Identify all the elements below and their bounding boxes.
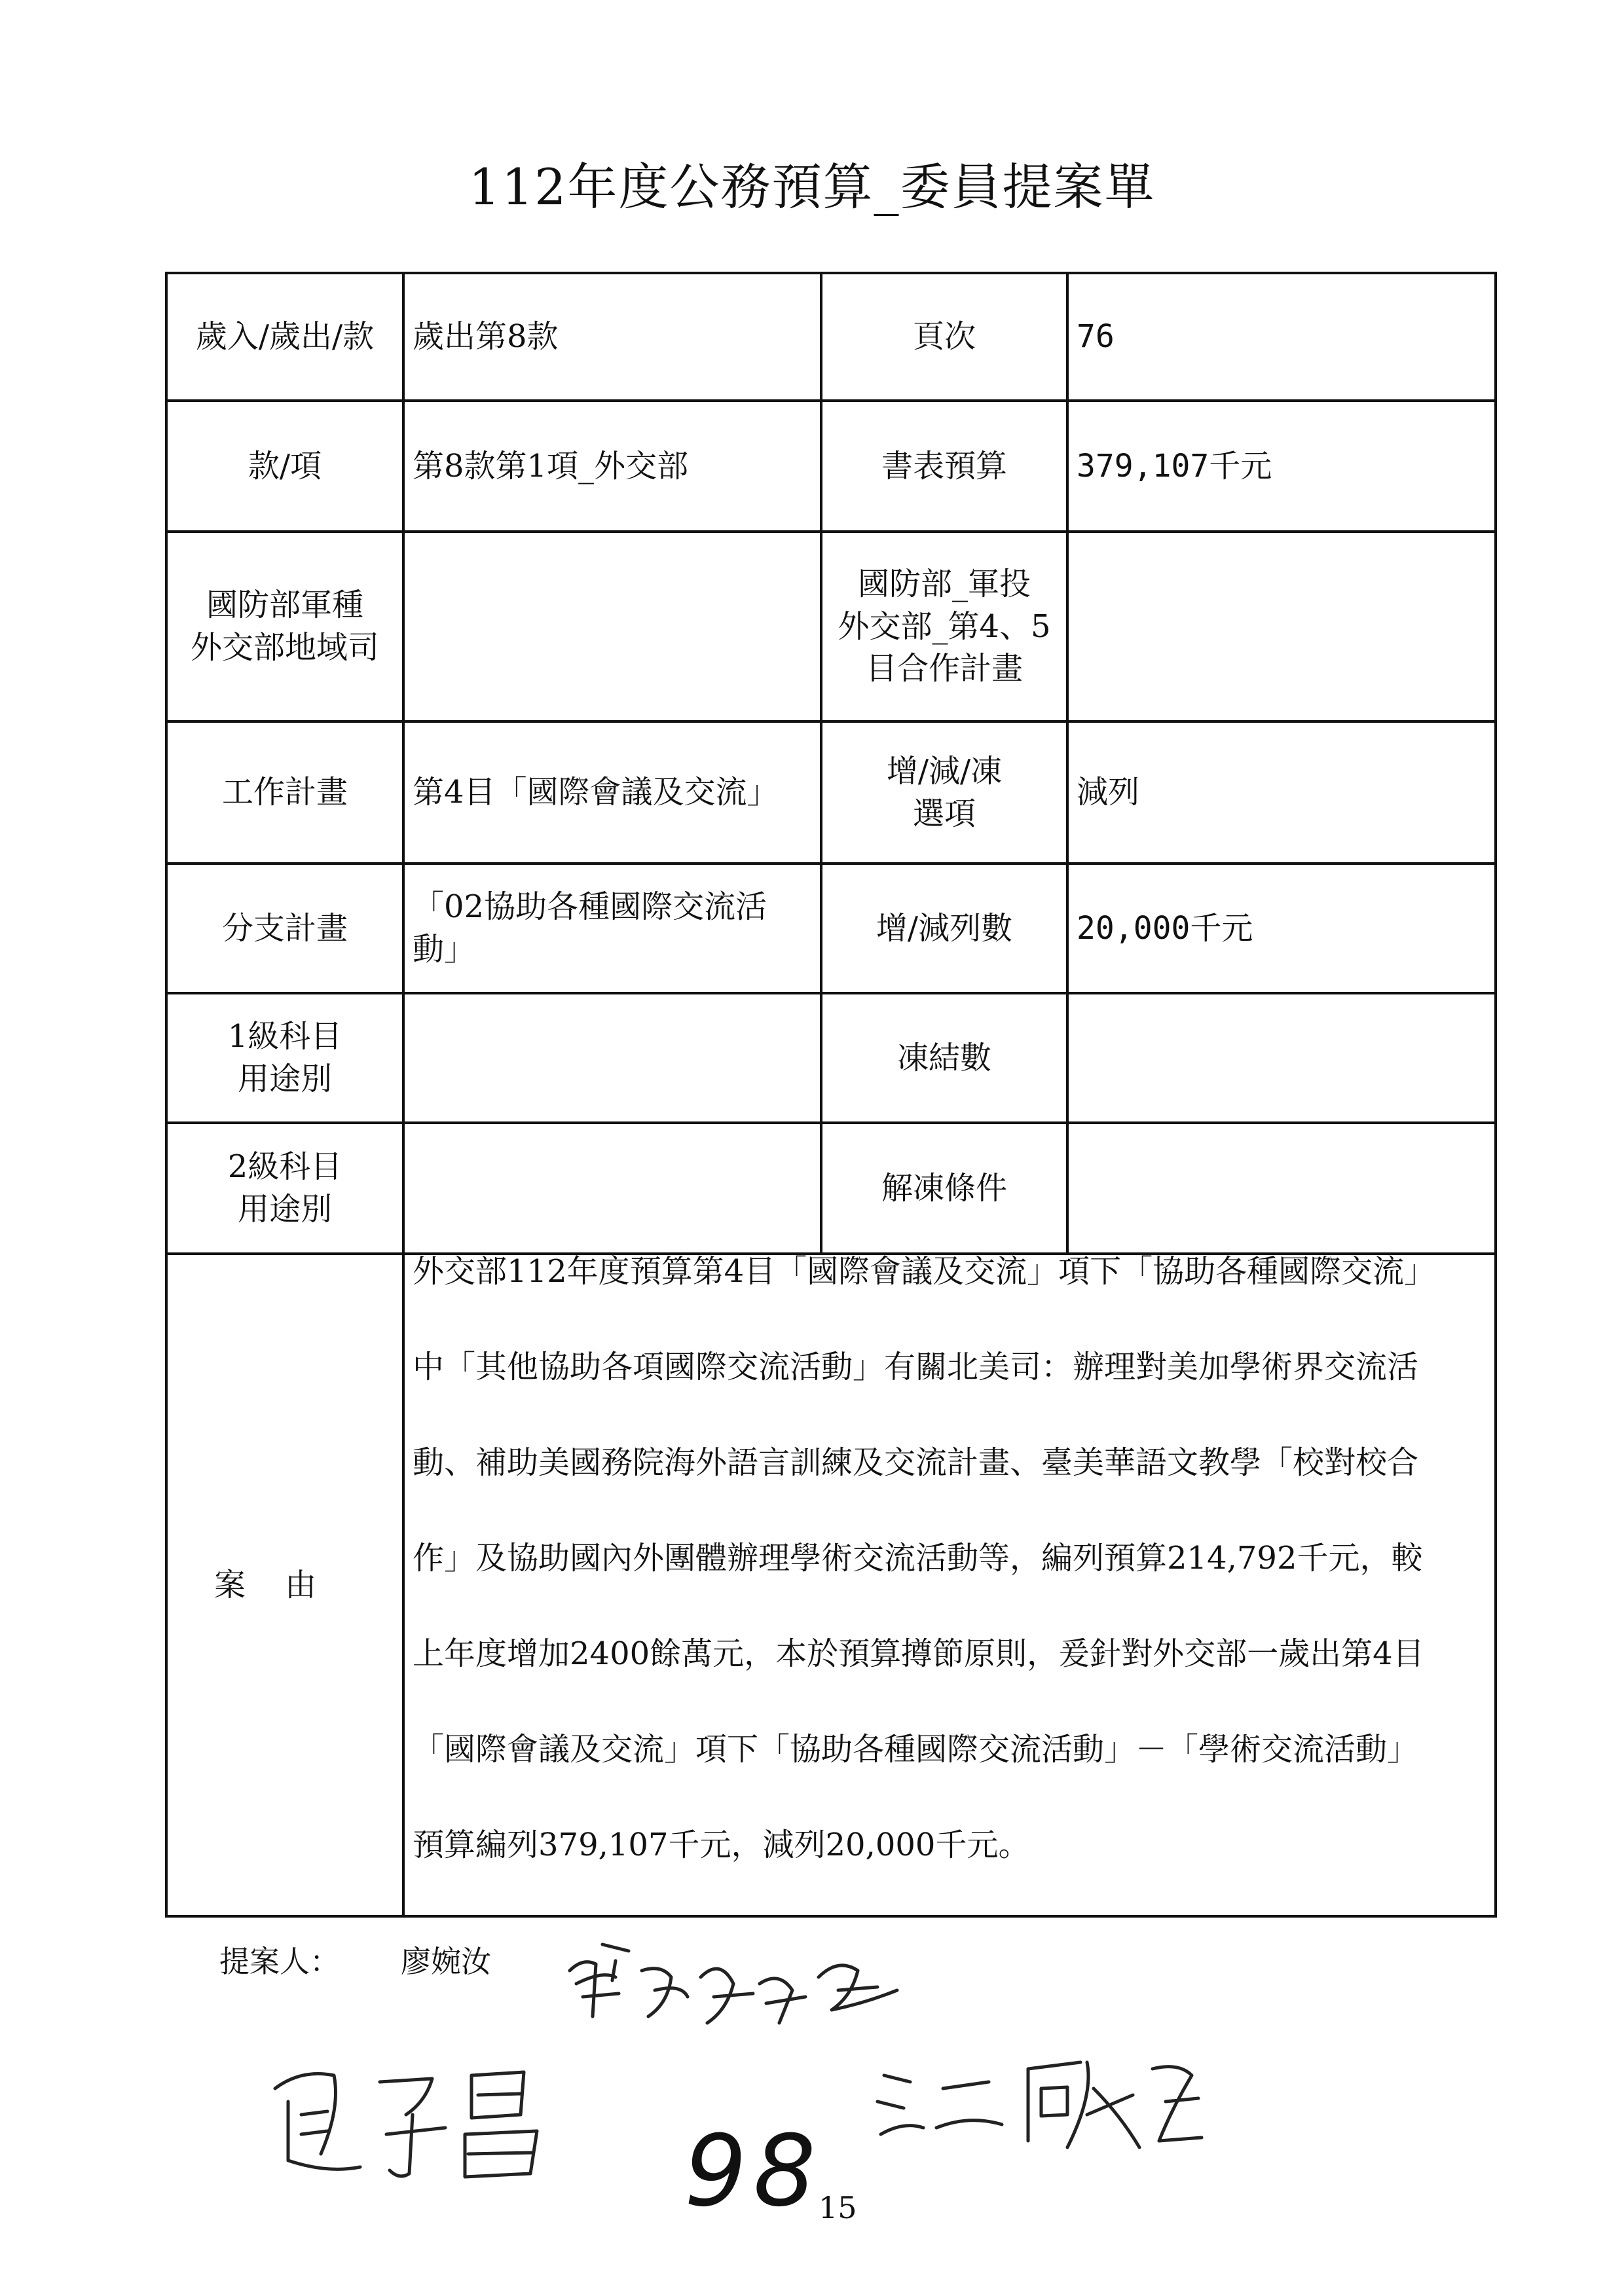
row-item [166, 401, 1496, 532]
label-option [821, 721, 1067, 864]
reason-line: 動、補助美國務院海外語言訓練及交流計畫、臺美華語文教學「校對校合 [413, 1444, 1419, 1481]
row-budget-section [166, 273, 1496, 401]
value-page: 76 [1067, 273, 1496, 401]
value-reason [403, 1254, 1496, 1916]
value-item: 第8款第1項_外交部 [403, 401, 821, 532]
value-branch-plan [403, 864, 821, 993]
reason-line: 上年度增加2400餘萬元，本於預算撙節原則，爰針對外交部一歲出第4目 [413, 1635, 1424, 1672]
label-dept-line2: 外交部地域司 [190, 629, 379, 666]
label-level2-line1: 2級科目 [227, 1148, 342, 1186]
handwritten-number: 98 [684, 2115, 822, 2229]
label-plan-coop-line3: 目合作計畫 [865, 650, 1023, 687]
label-dept [166, 532, 403, 721]
label-item: 款/項 [166, 401, 403, 532]
label-level1 [166, 993, 403, 1123]
value-plan-coop [1067, 532, 1496, 721]
label-option-line1: 增/減/凍 [886, 752, 1003, 790]
value-option: 減列 [1067, 721, 1496, 864]
label-book-budget: 書表預算 [821, 401, 1067, 532]
value-freeze [1067, 993, 1496, 1123]
label-freeze: 凍結數 [821, 993, 1067, 1123]
value-unfreeze [1067, 1123, 1496, 1254]
label-plan-coop-line2: 外交部_第4、5 [838, 608, 1051, 645]
value-level1 [403, 993, 821, 1123]
label-dept-line1: 國防部軍種 [206, 587, 363, 624]
value-change-amount: 20,000千元 [1067, 864, 1496, 993]
label-level1-line1: 1級科目 [227, 1018, 342, 1055]
label-level2-line2: 用途別 [237, 1191, 332, 1228]
label-page: 頁次 [821, 273, 1067, 401]
proposer-name: 廖婉汝 [401, 1944, 491, 1979]
row-branch-plan [166, 864, 1496, 993]
reason-line: 作」及協助國內外團體辦理學術交流活動等，編列預算214,792千元，較 [413, 1540, 1423, 1576]
label-plan-coop-line1: 國防部_軍投 [857, 565, 1031, 602]
value-branch-plan-line1: 「02協助各種國際交流活 [413, 888, 767, 926]
row-work-plan [166, 721, 1496, 864]
value-budget-section: 歲出第8款 [403, 273, 821, 401]
form-title: 112年度公務預算_委員提案單 [468, 158, 1156, 216]
label-level2 [166, 1123, 403, 1254]
reason-line: 外交部112年度預算第4目「國際會議及交流」項下「協助各種國際交流」 [413, 1253, 1436, 1290]
value-branch-plan-line2: 動」 [413, 931, 476, 968]
row-level2 [166, 1123, 1496, 1254]
label-branch-plan: 分支計畫 [166, 864, 403, 993]
row-reason [166, 1254, 1496, 1916]
row-level1 [166, 993, 1496, 1123]
proposal-table [165, 272, 1497, 1918]
page-number: 15 [819, 2190, 857, 2225]
proposer-label: 提案人： [219, 1944, 340, 1979]
reason-line: 「國際會議及交流」項下「協助各種國際交流活動」－「學術交流活動」 [413, 1731, 1419, 1768]
label-budget-section: 歲入/歲出/款 [166, 273, 403, 401]
label-option-line2: 選項 [912, 795, 976, 832]
label-reason: 案由 [166, 1254, 403, 1916]
reason-line: 預算編列379,107千元，減列20,000千元。 [413, 1827, 1030, 1863]
label-plan-coop [821, 532, 1067, 721]
label-level1-line2: 用途別 [237, 1061, 332, 1097]
value-dept [403, 532, 821, 721]
label-change-amount: 增/減列數 [821, 864, 1067, 993]
value-book-budget: 379,107千元 [1067, 401, 1496, 532]
label-work-plan: 工作計畫 [166, 721, 403, 864]
reason-line: 中「其他協助各項國際交流活動」有關北美司：辦理對美加學術界交流活 [413, 1349, 1419, 1385]
value-work-plan: 第4目「國際會議及交流」 [403, 721, 821, 864]
signature-2 [262, 2043, 570, 2193]
row-dept [166, 532, 1496, 721]
label-unfreeze: 解凍條件 [821, 1123, 1067, 1254]
value-level2 [403, 1123, 821, 1254]
signature-3 [871, 2036, 1211, 2167]
signature-1 [557, 1931, 923, 2075]
